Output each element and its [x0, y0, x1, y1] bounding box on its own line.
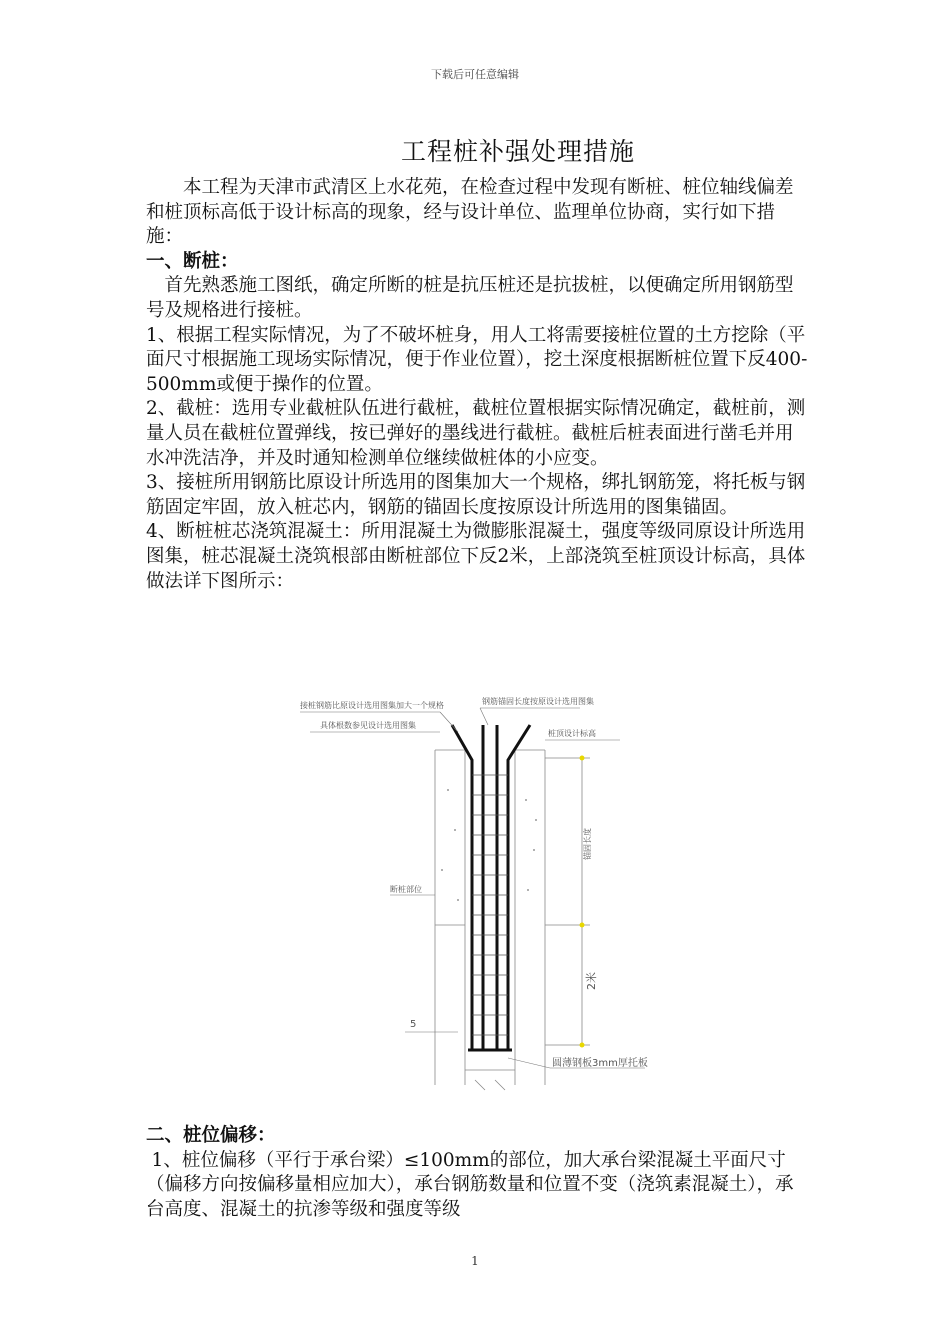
section-2-text [146, 1124, 810, 1222]
pile-outline [435, 750, 590, 1090]
section-2-item-1: 1、桩位偏移（平行于承台梁）≤100mm的部位，加大承台梁混凝土平面尺寸（偏移方向按偏移量相应加大），承台钢筋数量和位置不变（浇筑素混凝土），承台高度、混凝土的抗渗等级和强度等级 [146, 1149, 794, 1220]
section-1-text [146, 176, 810, 594]
section-1-item-4: 4、断桩桩芯浇筑混凝土：所用混凝土为微膨胀混凝土，强度等级同原设计所选用图集，桩芯混凝土浇筑根部由断桩部位下反2米，上部浇筑至桩顶设计标高，具体做法详下图所示： [146, 521, 806, 592]
page-header: 下载后可任意编辑 [431, 68, 519, 81]
document-title: 工程桩补强处理措施 [400, 137, 635, 166]
label-break-position: 断桩部位 [390, 885, 422, 894]
section-1-item-3: 3、接桩所用钢筋比原设计所选用的图集加大一个规格，绑扎钢筋笼，将托板与钢筋固定牢固，放入桩芯内，钢筋的锚固长度按原设计所选用的图集锚固。 [146, 472, 806, 518]
label-2m: 2米 [585, 972, 598, 990]
section-1-lead: 首先熟悉施工图纸，确定所断的桩是抗压桩还是抗拔桩，以便确定所用钢筋型号及规格进行接桩。 [146, 275, 794, 321]
label-count: 具体根数参见设计选用图集 [320, 721, 416, 730]
label-rebar: 接桩钢筋比原设计选用图集加大一个规格 [300, 701, 444, 710]
label-anchor: 钢筋锚固长度按原设计选用图集 [482, 697, 594, 706]
section-1-heading: 一、断桩： [146, 250, 239, 272]
label-5: 5 [410, 1019, 417, 1030]
pile-repair-diagram [290, 680, 660, 1100]
label-plate: 圆薄钢板3mm厚托板 [552, 1058, 648, 1069]
section-1-item-1: 1、根据工程实际情况，为了不破坏桩身，用人工将需要接桩位置的土方挖除（平面尺寸根据施工现场实际情况，便于作业位置），挖土深度根据断桩位置下反400-500mm或便于操作的位置。 [146, 324, 808, 395]
page-number: 1 [471, 1254, 479, 1268]
section-1-item-2: 2、截桩：选用专业截桩队伍进行截桩，截桩位置根据实际情况确定，截桩前，测量人员在截桩位置弹线，按已弹好的墨线进行截桩。截桩后桩表面进行凿毛并用水冲洗洁净，并及时通知检测单位继续做桩体的小应变。 [146, 398, 806, 469]
label-anchor-length: 锚固长度 [583, 828, 592, 860]
stirrups [472, 775, 508, 1035]
label-top-elevation: 桩顶设计标高 [548, 729, 596, 738]
intro-paragraph: 本工程为天津市武清区上水花苑，在检查过程中发现有断桩、桩位轴线偏差和桩顶标高低于设计标高的现象，经与设计单位、监理单位协商，实行如下措施： [146, 177, 794, 248]
concrete-dots [441, 789, 537, 901]
rebar-cage [452, 725, 530, 1050]
section-2-heading: 二、桩位偏移： [146, 1125, 276, 1146]
